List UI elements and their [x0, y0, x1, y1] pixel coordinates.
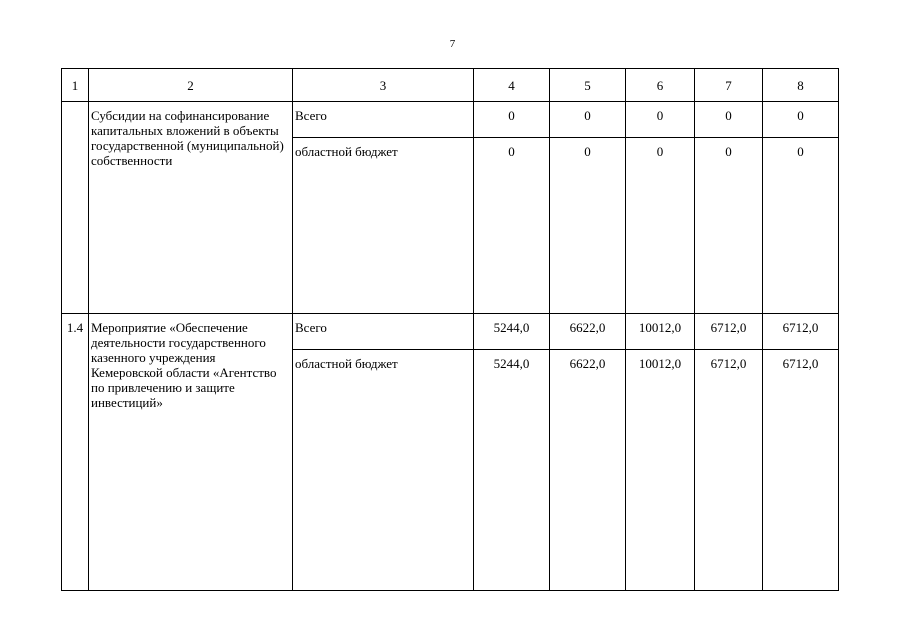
- header-cell: 6: [626, 69, 695, 102]
- header-cell: 7: [695, 69, 763, 102]
- value-cell: 10012,0: [626, 314, 695, 350]
- header-cell: 5: [550, 69, 626, 102]
- value-cell: 6622,0: [550, 314, 626, 350]
- funding-source: Всего: [293, 314, 474, 350]
- header-cell: 8: [763, 69, 839, 102]
- funding-source: областной бюджет: [293, 350, 474, 591]
- value-cell: 6712,0: [695, 314, 763, 350]
- value-cell: 6712,0: [763, 350, 839, 591]
- table-row: [62, 102, 839, 138]
- page-number: 7: [449, 38, 456, 50]
- value-cell: 10012,0: [626, 350, 695, 591]
- table-row: [62, 314, 839, 350]
- value-cell: 0: [626, 102, 695, 138]
- value-cell: 0: [695, 138, 763, 314]
- value-cell: 6712,0: [763, 314, 839, 350]
- value-cell: 6712,0: [695, 350, 763, 591]
- value-cell: 6622,0: [550, 350, 626, 591]
- table-header-row: [62, 69, 839, 102]
- value-cell: 0: [550, 138, 626, 314]
- value-cell: 5244,0: [474, 350, 550, 591]
- header-cell: 2: [89, 69, 293, 102]
- value-cell: 0: [763, 102, 839, 138]
- row-name: Субсидии на софинансирование капитальных вложений в объекты государственной (муниципальной) собственности: [89, 102, 293, 314]
- budget-table: [61, 68, 839, 591]
- row-index: [62, 102, 89, 314]
- value-cell: 0: [626, 138, 695, 314]
- header-cell: 1: [62, 69, 89, 102]
- value-cell: 0: [474, 102, 550, 138]
- value-cell: 0: [550, 102, 626, 138]
- value-cell: 0: [763, 138, 839, 314]
- header-cell: 4: [474, 69, 550, 102]
- value-cell: 0: [474, 138, 550, 314]
- value-cell: 5244,0: [474, 314, 550, 350]
- funding-source: областной бюджет: [293, 138, 474, 314]
- row-name: Мероприятие «Обеспечение деятельности государственного казенного учреждения Кемеровской области «Агентство по привлечению и защите инвестиций»: [89, 314, 293, 591]
- header-cell: 3: [293, 69, 474, 102]
- funding-source: Всего: [293, 102, 474, 138]
- row-index: 1.4: [62, 314, 89, 591]
- value-cell: 0: [695, 102, 763, 138]
